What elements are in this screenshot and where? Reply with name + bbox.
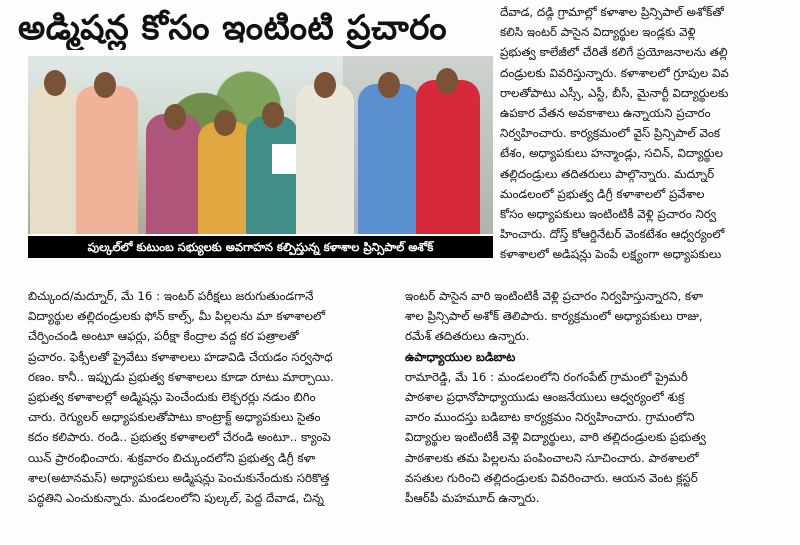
photo-person <box>358 84 420 234</box>
body-line: పద్ధతిని ఎంచుకున్నారు. మండలంలోని పుల్కల్, పెద్ద దేవాడ, చిన్న <box>28 491 324 506</box>
body-line: విద్యార్థుల తల్లిదండ్రులకు ఫోన్ కాల్స్, మీ పిల్లలను మా కళాశాలలో <box>28 309 326 324</box>
sub-headline: ఉపాధ్యాయుల బడిబాట <box>405 349 516 364</box>
body-line: పాఠశాల ప్రధానోపాధ్యాయుడు ఆంజనేయులు ఆధ్వర్యంలో శుక్ర <box>405 390 685 405</box>
photo-caption: పుల్కల్‌లో కుటుంబ సభ్యులకు అవగాహన కల్పిస్తున్న కళాశాల ప్రిన్సిపాల్ అశోక్ <box>28 236 493 258</box>
body-line: చారు. రెగ్యులర్ అధ్యాపకులతోపాటు కాంట్రాక్ట్ అధ్యాపకులు సైతం <box>28 410 321 425</box>
photo-person-head <box>94 72 116 98</box>
photo-person <box>296 84 354 234</box>
photo-person-head <box>164 104 186 130</box>
body-line: పాఠశాలకు తమ పిల్లలను పంపించాలని సూచించారు. పాఠశాలలో <box>405 450 699 465</box>
photo-person-head <box>314 72 336 98</box>
photo-person <box>30 84 80 234</box>
body-line: మండలంలో ప్రభుత్వ డిగ్రీ కళాశాలలో ప్రవేశాల <box>500 186 705 201</box>
body-line: యిన్ ప్రారంభించారు. శుక్రవారం బిచ్కుందలోని ప్రభుత్వ డిగ్రీ కళా <box>28 450 316 465</box>
body-line: నిర్వహించారు. కార్యక్రమంలో వైస్ ప్రిన్సిపాల్ వెంక <box>500 126 721 141</box>
photo-person <box>416 80 480 234</box>
article-photo <box>28 56 493 234</box>
photo-person-head <box>378 72 400 98</box>
body-line: హించారు. దోస్త్ కోఆర్డినేటర్ వెంకటేశం ఆధ్వర్యంలో <box>500 227 725 242</box>
body-line: ఉపకార వేతన అవకాశాలు ఉన్నాయని ప్రచారం <box>500 106 711 121</box>
body-line: టేశం, అధ్యాపకులు హన్మాండ్లు, సచిన్, విద్యార్థుల <box>500 146 723 161</box>
body-line: రమేశ్ తదితరులు ఉన్నారు. <box>405 329 530 344</box>
body-line: కదం కలిపారు. రండి.. ప్రభుత్వ కళాశాలలో చేరండి అంటూ.. క్యాంపె <box>28 430 331 445</box>
photo-person-head <box>44 70 66 96</box>
photo-person-head <box>436 68 458 94</box>
body-line: కళాశాలలో అడిషన్లు పెంపే లక్ష్యంగా అధ్యాపకులు <box>500 247 722 262</box>
body-line: రణం. కానీ.. ఇప్పుడు ప్రభుత్వ కళాశాలలు కూడా రూటు మార్చాయి. <box>28 369 334 384</box>
body-line: దేవాడ, దడ్గి గ్రామాల్లో కళాశాల ప్రిన్సిపాల్ అశోక్‌తో <box>500 5 724 19</box>
body-line: బిచ్కుంద/మద్నూర్, మే 16 : ఇంటర్ పరీక్షలు జరుగుతుండగానే <box>28 289 314 303</box>
article-headline: అడ్మిషన్ల కోసం ఇంటింటి ప్రచారం <box>18 8 448 48</box>
body-line: ప్రభుత్వ కళాశాలల్లో అడ్మిషన్లు పెంచేందుకు లెక్చరర్లు నడుం బిగిం <box>28 390 316 405</box>
photo-person <box>146 114 201 234</box>
body-line: శాల ప్రిన్సిపాల్ అశోక్ తెలిపారు. కార్యక్రమంలో అధ్యాపకులు రాజు, <box>405 309 703 324</box>
photo-person <box>76 86 138 234</box>
body-line: కోసం అధ్యాపకులు ఇంటింటికీ వెళ్లి ప్రచారం నిర్వ <box>500 207 717 222</box>
body-line: విద్యార్థుల ఇంటింటికీ వెళ్లి విద్యార్థులు, వారి తల్లిదండ్రులకు ప్రభుత్వ <box>405 430 706 445</box>
photo-person <box>246 116 298 234</box>
photo-person-head <box>262 102 284 128</box>
body-line: వసతుల గురించి తల్లిదండ్రులకు వివరించారు. ఆయన వెంట క్లస్టర్ <box>405 470 698 485</box>
body-line: చేర్పించండి అంటూ ఆఫర్లు, పరీక్షా కేంద్రాల వద్ద కర పత్రాలతో <box>28 329 299 344</box>
body-line: దండ్రులకు వివరిస్తున్నారు. కళాశాలలో గ్రూపుల వివ <box>500 65 729 80</box>
body-line: ఇంటర్ పాసైన వారి ఇంటింటికీ వెళ్లి ప్రచారం నిర్వహిస్తున్నారని, కళా <box>405 289 703 303</box>
body-line: ప్రచారం. ఫెక్సీలతో ప్రైవేటు కళాశాలలు హడావిడి చేయడం సర్వసాధ <box>28 349 333 364</box>
body-line: తల్లిదండ్రులు తదితరులు పాల్గొన్నారు. మద్నూర్ <box>500 166 715 181</box>
body-line: ప్రభుత్వ కాలేజీలో చేరితే కలిగే ప్రయోజనాలను తల్లి <box>500 45 728 60</box>
body-line: రాలతోపాటు ఎస్సీ, ఎస్టీ, బీసీ, మైనార్టీ విద్యార్థులకు <box>500 85 729 100</box>
body-line: పీఆర్‌పీ మహమూద్ ఉన్నారు. <box>405 491 540 506</box>
photo-person <box>198 122 253 234</box>
article-body-continued <box>405 286 795 508</box>
article-body-right <box>500 2 790 265</box>
body-line: కలిసి ఇంటర్ పాసైన విద్యార్థుల ఇండ్లకు వెళ్లి <box>500 25 696 40</box>
body-line: వారం ముందస్తు బడిబాట కార్యక్రమం నిర్వహించారు. గ్రామంలోని <box>405 410 695 425</box>
photo-person-head <box>214 110 236 136</box>
body-line: శాల(అటానమస్) అధ్యాపకులు అడ్మిషన్లు పెంచుకునేందుకు సరికొత్త <box>28 470 330 485</box>
body-line: రామారెడ్డి, మే 16 : మండలంలోని రంగంపేట్ గ్రామంలో ప్రైమరీ <box>405 369 688 384</box>
